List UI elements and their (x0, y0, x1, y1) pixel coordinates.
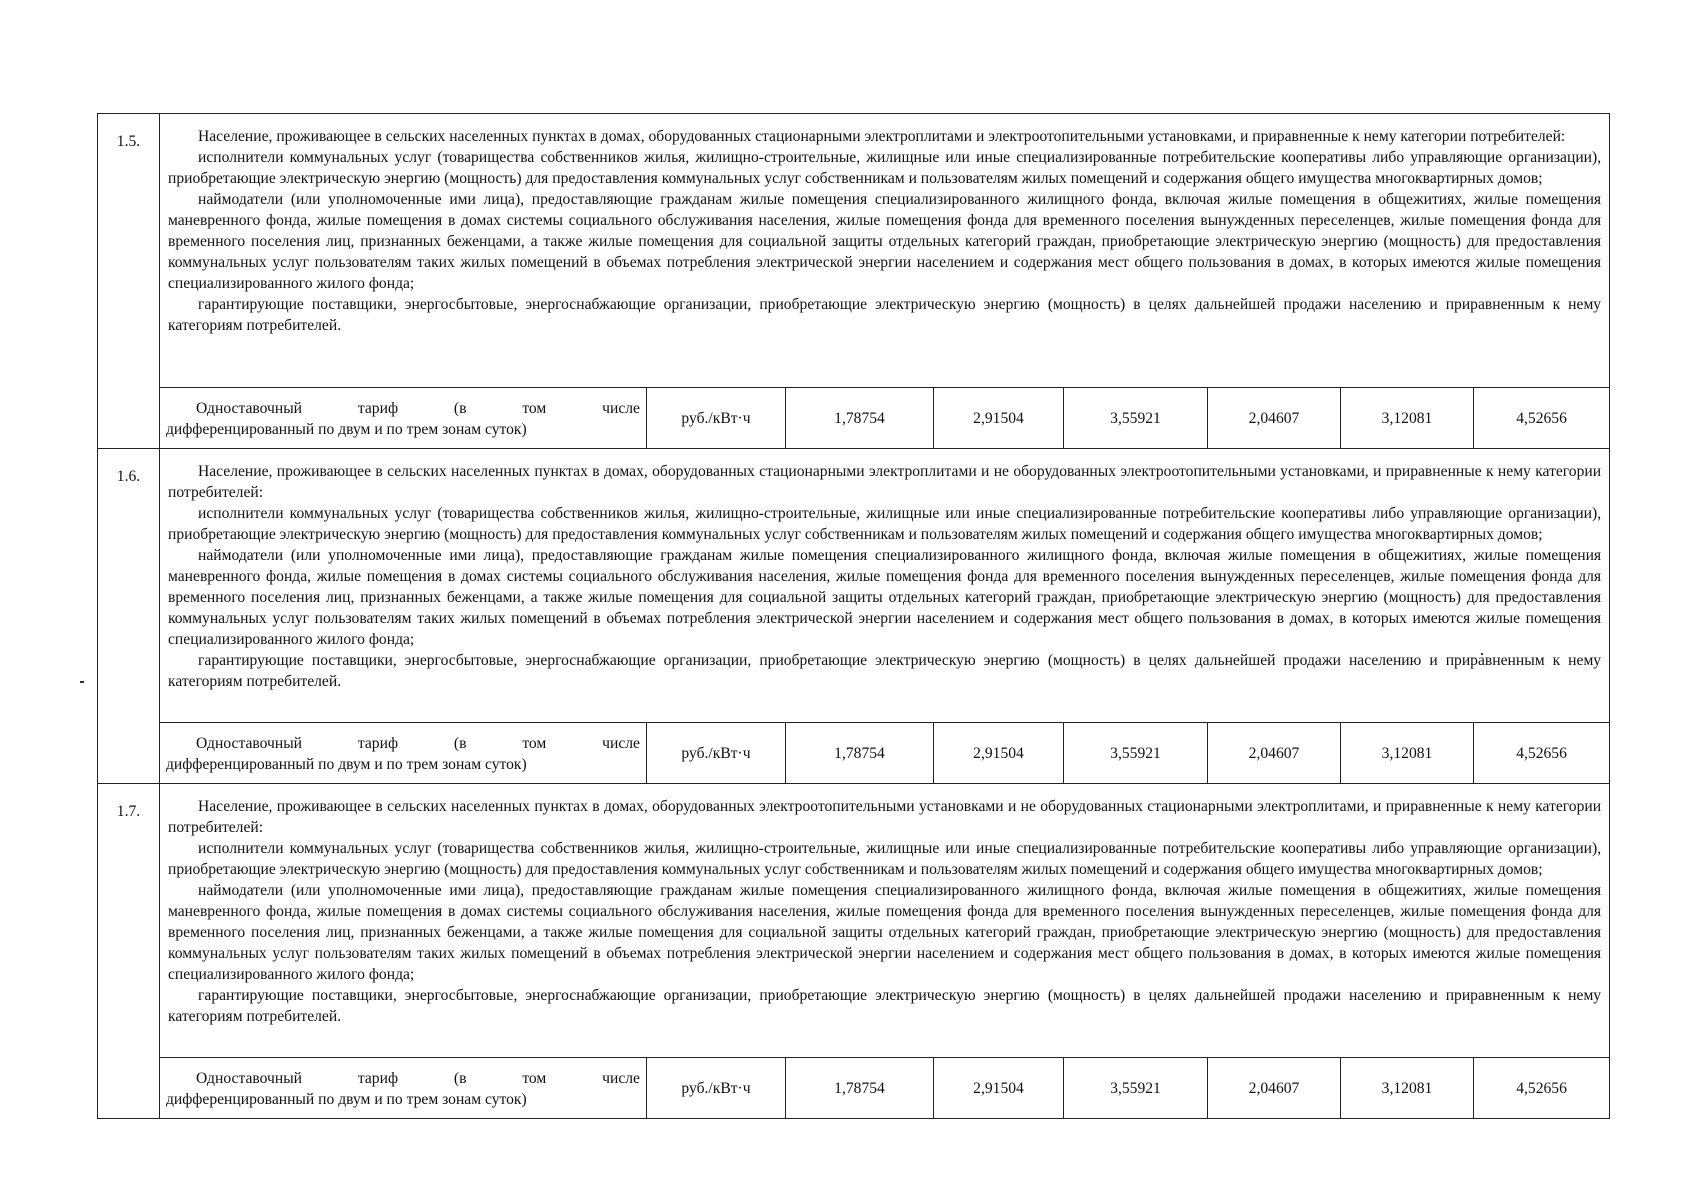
tariff-value: 2,04607 (1208, 1058, 1341, 1119)
category-row (98, 114, 1610, 388)
tariff-label-line2: дифференцированный по двум и по трем зонам суток) (166, 1091, 527, 1108)
tariff-value: 3,55921 (1064, 388, 1208, 449)
description-paragraph: наймодатели (или уполномоченные ими лица), предоставляющие гражданам жилые помещения специализированного жилищного фонда, включая жилые помещения в общежитиях, жилые помещения маневренного фонда, жилые помещения в домах системы социального обслуживания населения, жилые помещения фонда для временного поселения вынужденных переселенцев, жилые помещения фонда для временного поселения лиц, признанных беженцами, а также жилые помещения для социальной защиты отдельных категорий граждан, приобретающие электрическую энергию (мощность) для предоставления коммунальных услуг пользователям таких жилых помещений в объемах потребления электрической энергии населением и содержания мест общего пользования в домах, в которых имеются жилые помещения специализированного жилого фонда; (168, 547, 1602, 648)
tariff-value: 1,78754 (786, 1058, 934, 1119)
tariff-label-word: (в (453, 1070, 467, 1087)
tariff-unit: руб./кВт·ч (647, 723, 786, 784)
tariff-value: 1,78754 (786, 388, 934, 449)
tariff-label-word: тариф (357, 400, 399, 417)
description-paragraph: исполнители коммунальных услуг (товарищества собственников жилья, жилищно-строительные, жилищные или иные специализированные потребительские кооперативы либо управляющие организации), приобретающие электрическую энергию (мощность) для предоставления коммунальных услуг собственникам и пользователям жилых помещений и содержания общего имущества многоквартирных домов; (168, 840, 1602, 878)
tariff-label-word: Одноставочный (196, 400, 303, 417)
tariff-value: 4,52656 (1474, 723, 1610, 784)
tariff-value: 3,12081 (1341, 1058, 1474, 1119)
tariff-value: 3,12081 (1341, 388, 1474, 449)
description-paragraph: исполнители коммунальных услуг (товарищества собственников жилья, жилищно-строительные, жилищные или иные специализированные потребительские кооперативы либо управляющие организации), приобретающие электрическую энергию (мощность) для предоставления коммунальных услуг собственникам и пользователям жилых помещений и содержания общего имущества многоквартирных домов; (168, 149, 1602, 187)
tariff-value: 4,52656 (1474, 388, 1610, 449)
tariff-value: 3,12081 (1341, 723, 1474, 784)
tariff-row (98, 1058, 1610, 1119)
tariff-label-word: тариф (357, 735, 399, 752)
tariff-label-word: том (522, 1070, 547, 1087)
tariff-value: 4,52656 (1474, 1058, 1610, 1119)
tariff-unit: руб./кВт·ч (647, 1058, 786, 1119)
category-row (98, 449, 1610, 723)
tariff-label-word: тариф (357, 1070, 399, 1087)
tariff-label-word: числе (602, 1070, 640, 1087)
row-number: 1.6. (98, 449, 160, 784)
tariff-label-word: числе (602, 400, 640, 417)
category-description (160, 449, 1610, 723)
description-paragraph: наймодатели (или уполномоченные ими лица), предоставляющие гражданам жилые помещения специализированного жилищного фонда, включая жилые помещения в общежитиях, жилые помещения маневренного фонда, жилые помещения в домах системы социального обслуживания населения, жилые помещения фонда для временного поселения вынужденных переселенцев, жилые помещения фонда для временного поселения лиц, признанных беженцами, а также жилые помещения для социальной защиты отдельных категорий граждан, приобретающие электрическую энергию (мощность) для предоставления коммунальных услуг пользователям таких жилых помещений в объемах потребления электрической энергии населением и содержания мест общего пользования в домах, в которых имеются жилые помещения специализированного жилого фонда; (168, 191, 1602, 292)
description-paragraph: исполнители коммунальных услуг (товарищества собственников жилья, жилищно-строительные, жилищные или иные специализированные потребительские кооперативы либо управляющие организации), приобретающие электрическую энергию (мощность) для предоставления коммунальных услуг собственникам и пользователям жилых помещений и содержания общего имущества многоквартирных домов; (168, 505, 1602, 543)
tariff-label (160, 723, 647, 784)
description-paragraph: Население, проживающее в сельских населенных пунктах в домах, оборудованных электроотопительными установками и не оборудованных стационарными электроплитами, и приравненные к нему категории потребителей: (168, 798, 1602, 836)
tariff-label-line1 (166, 1068, 640, 1089)
tariff-label (160, 388, 647, 449)
category-description (160, 114, 1610, 388)
description-paragraph: гарантирующие поставщики, энергосбытовые, энергоснабжающие организации, приобретающие электрическую энергию (мощность) в целях дальнейшей продажи населению и приравненным к нему категориям потребителей. (168, 652, 1602, 690)
tariff-row (98, 723, 1610, 784)
tariff-value: 2,91504 (934, 723, 1064, 784)
tariff-value: 2,04607 (1208, 388, 1341, 449)
tariff-label-word: (в (453, 735, 467, 752)
tariff-label-word: том (522, 400, 547, 417)
tariff-unit: руб./кВт·ч (647, 388, 786, 449)
category-row (98, 784, 1610, 1058)
description-paragraph: гарантирующие поставщики, энергосбытовые, энергоснабжающие организации, приобретающие электрическую энергию (мощность) в целях дальнейшей продажи населению и приравненным к нему категориям потребителей. (168, 987, 1602, 1025)
category-description (160, 784, 1610, 1058)
tariff-row (98, 388, 1610, 449)
tariff-label-word: числе (602, 735, 640, 752)
tariff-value: 2,04607 (1208, 723, 1341, 784)
tariff-label-word: Одноставочный (196, 735, 303, 752)
tariff-label-word: Одноставочный (196, 1070, 303, 1087)
description-paragraph: наймодатели (или уполномоченные ими лица), предоставляющие гражданам жилые помещения специализированного жилищного фонда, включая жилые помещения в общежитиях, жилые помещения маневренного фонда, жилые помещения в домах системы социального обслуживания населения, жилые помещения фонда для временного поселения вынужденных переселенцев, жилые помещения фонда для временного поселения лиц, признанных беженцами, а также жилые помещения для социальной защиты отдельных категорий граждан, приобретающие электрическую энергию (мощность) для предоставления коммунальных услуг пользователям таких жилых помещений в объемах потребления электрической энергии населением и содержания мест общего пользования в домах, в которых имеются жилые помещения специализированного жилого фонда; (168, 882, 1602, 983)
description-paragraph: Население, проживающее в сельских населенных пунктах в домах, оборудованных стационарными электроплитами и электроотопительными установками, и приравненные к нему категории потребителей: (198, 128, 1566, 145)
description-paragraph: гарантирующие поставщики, энергосбытовые, энергоснабжающие организации, приобретающие электрическую энергию (мощность) в целях дальнейшей продажи населению и приравненным к нему категориям потребителей. (168, 296, 1602, 334)
tariff-table (97, 113, 1610, 1119)
tariff-value: 3,55921 (1064, 723, 1208, 784)
row-number: 1.7. (98, 784, 160, 1119)
tariff-value: 2,91504 (934, 1058, 1064, 1119)
tariff-label-line2: дифференцированный по двум и по трем зонам суток) (166, 421, 527, 438)
row-number: 1.5. (98, 114, 160, 449)
tariff-label-line1 (166, 733, 640, 754)
tariff-label-line1 (166, 398, 640, 419)
tariff-value: 1,78754 (786, 723, 934, 784)
scan-mark (80, 681, 84, 683)
tariff-value: 3,55921 (1064, 1058, 1208, 1119)
description-paragraph: Население, проживающее в сельских населенных пунктах в домах, оборудованных стационарными электроплитами и не оборудованных электроотопительными установками, и приравненные к нему категории потребителей: (168, 463, 1602, 501)
tariff-label-line2: дифференцированный по двум и по трем зонам суток) (166, 756, 527, 773)
table-body (98, 114, 1610, 1119)
tariff-label-word: том (522, 735, 547, 752)
tariff-value: 2,91504 (934, 388, 1064, 449)
tariff-label-word: (в (453, 400, 467, 417)
tariff-label (160, 1058, 647, 1119)
